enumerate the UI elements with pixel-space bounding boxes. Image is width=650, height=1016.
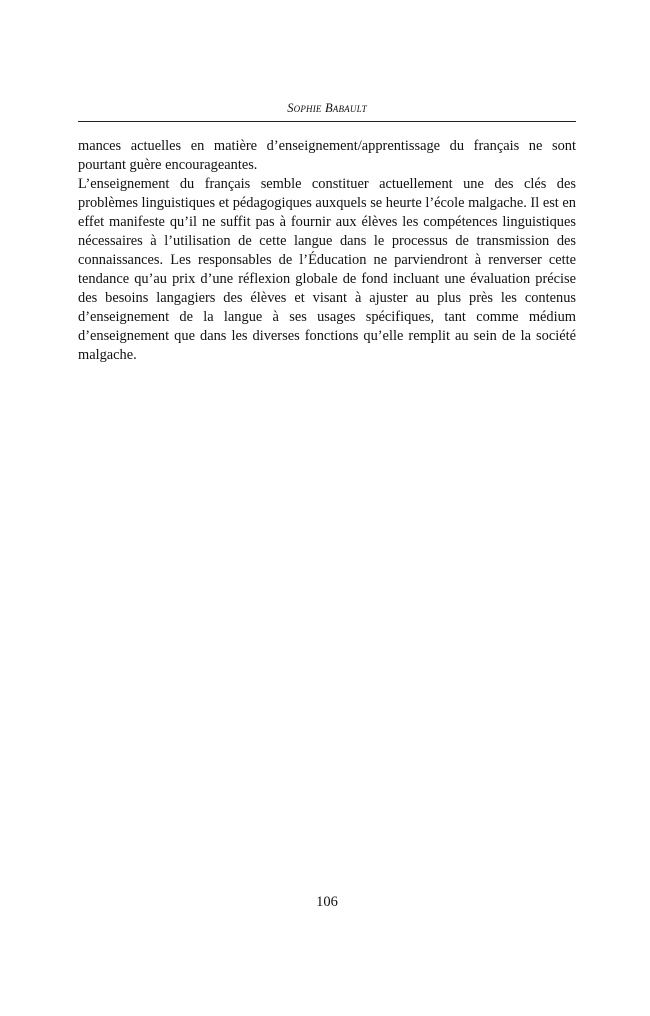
page-number: 106	[316, 894, 338, 910]
paragraph-2: L’enseignement du français semble constituer actuellement une des clés des problèmes linguistiques et pédagogiques auxquels se heurte l’école malgache. Il est en effet manifeste qu’il ne suffit pas à fournir aux élèves les compétences linguistiques nécessaires à l’utilisation de cette langue dans le processus de transmission des connaissances. Les responsables de l’Éducation ne parviendront à renverser cette tendance qu’au prix d’une réflexion globale de fond incluant une évaluation précise des besoins langagiers des élèves et visant à ajuster au plus près les contenus d’enseignement de la langue à ses usages spécifiques, tant comme médium d’enseignement que dans les diverses fonctions qu’elle remplit au sein de la société malgache.	[78, 176, 576, 363]
body-text	[78, 137, 576, 365]
header-rule	[78, 121, 576, 122]
running-header: Sophie Babault	[287, 101, 367, 115]
paragraph-1: mances actuelles en matière d’enseignement/apprentissage du français ne sont pourtant guère encourageantes.	[78, 138, 576, 173]
